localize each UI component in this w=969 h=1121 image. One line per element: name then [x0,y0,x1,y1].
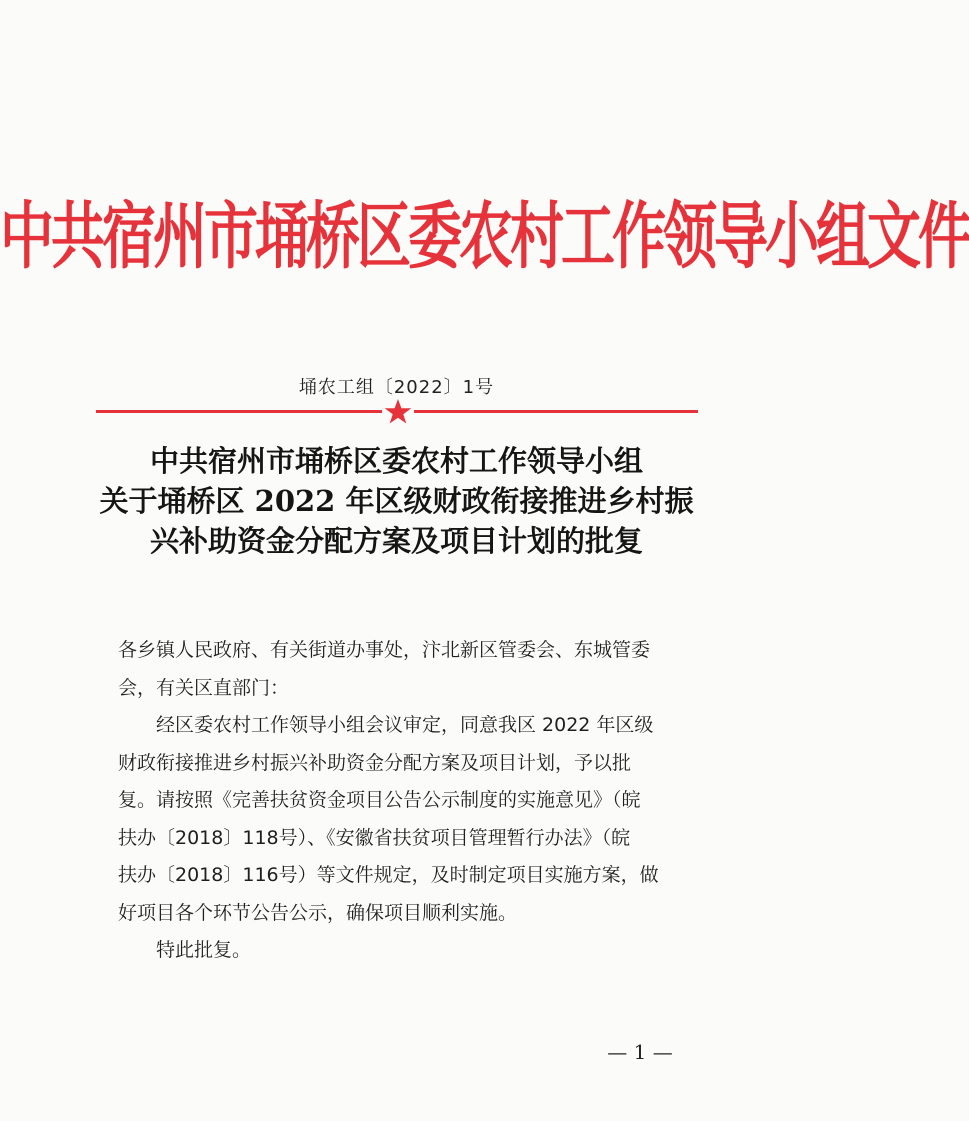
body-line: 扶办〔2018〕118号）、《安徽省扶贫项目管理暂行办法》（皖 [118,826,631,849]
body-line-closing: 特此批复。 [156,939,252,961]
red-line-left [96,410,382,413]
title-line: 兴补助资金分配方案及项目计划的批复 [149,524,643,558]
document-number: 埇农工组〔2022〕1号 [298,377,495,398]
body-line: 财政衔接推进乡村振兴补助资金分配方案及项目计划，予以批 [118,751,632,774]
body-line: 经区委农村工作领导小组会议审定，同意我区 2022 年区级 [156,714,654,736]
red-star-icon [385,399,412,424]
red-separator-line [96,398,698,424]
body-line-recipients-cont: 会，有关区直部门： [118,676,290,699]
document-title [0,441,793,561]
body-line: 好项目各个环节公告公示，确保项目顺利实施。 [118,901,518,924]
title-line: 中共宿州市埇桥区委农村工作领导小组 [149,444,643,478]
body-line-recipients: 各乡镇人民政府、有关街道办事处，汴北新区管委会、东城管委 [118,639,651,661]
red-line-right [414,410,698,413]
title-line: 关于埇桥区 2022 年区级财政衔接推进乡村振 [99,484,694,518]
masthead-title: 中共宿州市埇桥区委农村工作领导小组文件 [0,193,969,279]
body-line: 复。请按照《完善扶贫资金项目公告公示制度的实施意见》（皖 [118,789,641,811]
body-line: 扶办〔2018〕116号）等文件规定，及时制定项目实施方案，做 [118,864,659,886]
document-body [118,632,708,970]
page-number: — 1 — [607,1040,673,1064]
